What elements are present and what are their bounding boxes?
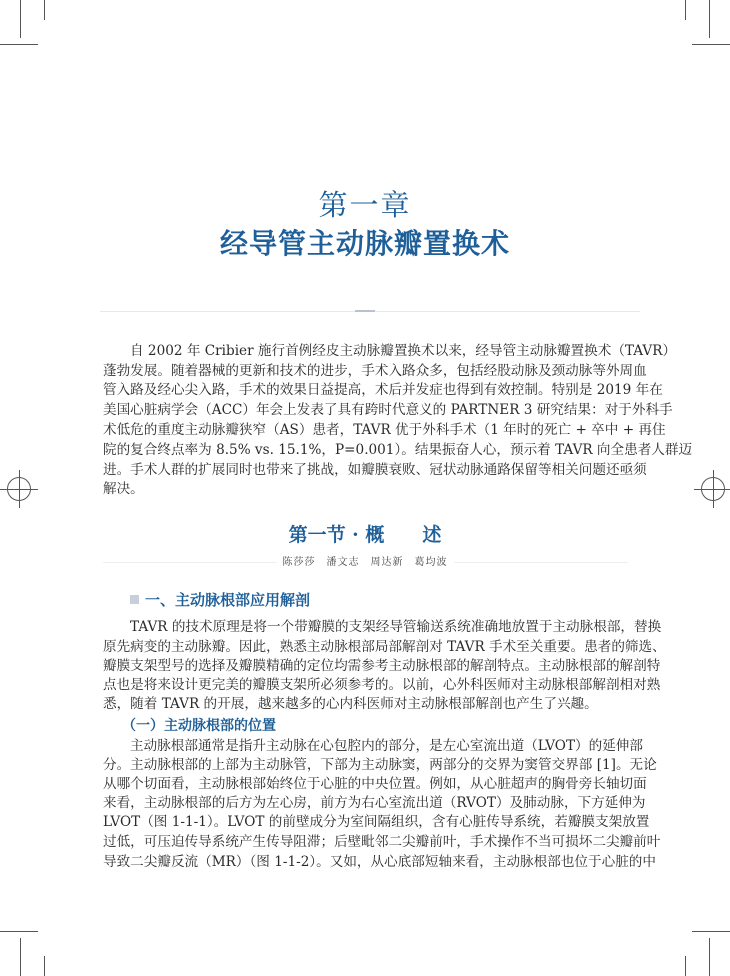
crop-mark bbox=[709, 938, 710, 976]
chapter-title: 经导管主动脉瓣置换术 bbox=[219, 227, 510, 260]
registration-mark-icon bbox=[701, 477, 725, 501]
text-line: 术低危的重度主动脉瓣狭窄（AS）患者，TAVR 优于外科手术（1 年时的死亡 + 卒中 + 再住 bbox=[103, 422, 666, 438]
crop-mark bbox=[44, 0, 45, 20]
text-line: 点也是将来设计更完美的瓣膜支架所必须参考的。以前，心外科医师对主动脉根部解剖相对熟 bbox=[103, 677, 661, 693]
crop-mark bbox=[709, 0, 710, 38]
crop-mark bbox=[44, 956, 45, 976]
text-line: 美国心脏病学会（ACC）年会上发表了具有跨时代意义的 PARTNER 3 研究结果：对于外科手 bbox=[103, 402, 673, 418]
text-line: 分。主动脉根部的上部为主动脉管，下部为主动脉窦，两部分的交界为窦管交界部 [1]。无论 bbox=[103, 757, 657, 773]
divider-accent bbox=[355, 310, 375, 312]
heading-level1-text: 一、主动脉根部应用解剖 bbox=[145, 591, 311, 609]
crop-mark bbox=[20, 0, 21, 38]
crop-mark bbox=[0, 931, 38, 932]
text-line: 院的复合终点率为 8.5% vs. 15.1%，P=0.001）。结果振奋人心，预示着 TAVR 向全患者人群迈 bbox=[103, 442, 693, 458]
text-line: 原先病变的主动脉瓣。因此，熟悉主动脉根部局部解剖对 TAVR 手术至关重要。患者的筛选、 bbox=[103, 639, 666, 655]
authors bbox=[0, 553, 730, 568]
text-line: 解决。 bbox=[103, 481, 144, 497]
crop-mark bbox=[692, 931, 730, 932]
text-line: 瓣膜支架型号的选择及瓣膜精确的定位均需参考主动脉根部的解剖特点。主动脉根部的解剖特 bbox=[103, 658, 661, 674]
text-line: 主动脉根部通常是指升主动脉在心包腔内的部分，是左心室流出道（LVOT）的延伸部 bbox=[130, 738, 643, 754]
heading-level1 bbox=[130, 589, 310, 610]
text-line: 进。手术人群的扩展同时也带来了挑战，如瓣膜衰败、冠状动脉通路保留等相关问题还亟须 bbox=[103, 462, 647, 478]
text-line: 自 2002 年 Cribier 施行首例经皮主动脉瓣置换术以来，经导管主动脉瓣置换术（TAVR） bbox=[130, 343, 677, 359]
crop-mark bbox=[685, 956, 686, 976]
heading-level2: （一）主动脉根部的位置 bbox=[122, 718, 276, 734]
text-line: 从哪个切面看，主动脉根部始终位于心脏的中央位置。例如，从心脏超声的胸骨旁长轴切面 bbox=[103, 776, 647, 792]
square-bullet-icon bbox=[130, 595, 139, 604]
text-line: 管入路及经心尖入路，手术的效果日益提高，术后并发症也得到有效控制。特别是 2019 年在 bbox=[103, 382, 663, 398]
section-title: 第一节 · 概 述 bbox=[288, 524, 442, 546]
text-line: LVOT（图 1-1-1）。LVOT 的前壁成分为室间隔组织，含有心脏传导系统，若瓣膜支架放置 bbox=[103, 814, 650, 830]
crop-mark bbox=[692, 44, 730, 45]
authors-text: 陈莎莎 潘文志 周达新 葛均波 bbox=[277, 557, 454, 568]
chapter-number: 第一章 bbox=[318, 188, 412, 222]
registration-mark-icon bbox=[7, 477, 31, 501]
crop-mark bbox=[685, 0, 686, 20]
text-line: 蓬勃发展。随着器械的更新和技术的进步，手术入路众多，包括经股动脉及颈动脉等外周血 bbox=[103, 363, 647, 379]
text-line: 导致二尖瓣反流（MR）（图 1-1-2）。又如，从心底部短轴来看，主动脉根部也位于心脏的中 bbox=[103, 854, 656, 870]
text-line: 过低，可压迫传导系统产生传导阻滞；后壁毗邻二尖瓣前叶，手术操作不当可损坏二尖瓣前叶 bbox=[103, 834, 661, 850]
text-line: TAVR 的技术原理是将一个带瓣膜的支架经导管输送系统准确地放置于主动脉根部，替换 bbox=[130, 619, 662, 635]
crop-mark bbox=[20, 938, 21, 976]
text-line: 悉，随着 TAVR 的开展，越来越多的心内科医师对主动脉根部解剖也产生了兴趣。 bbox=[103, 696, 598, 712]
crop-mark bbox=[0, 44, 38, 45]
text-line: 来看，主动脉根部的后方为左心房，前方为右心室流出道（RVOT）及肺动脉，下方延伸为 bbox=[103, 795, 646, 811]
